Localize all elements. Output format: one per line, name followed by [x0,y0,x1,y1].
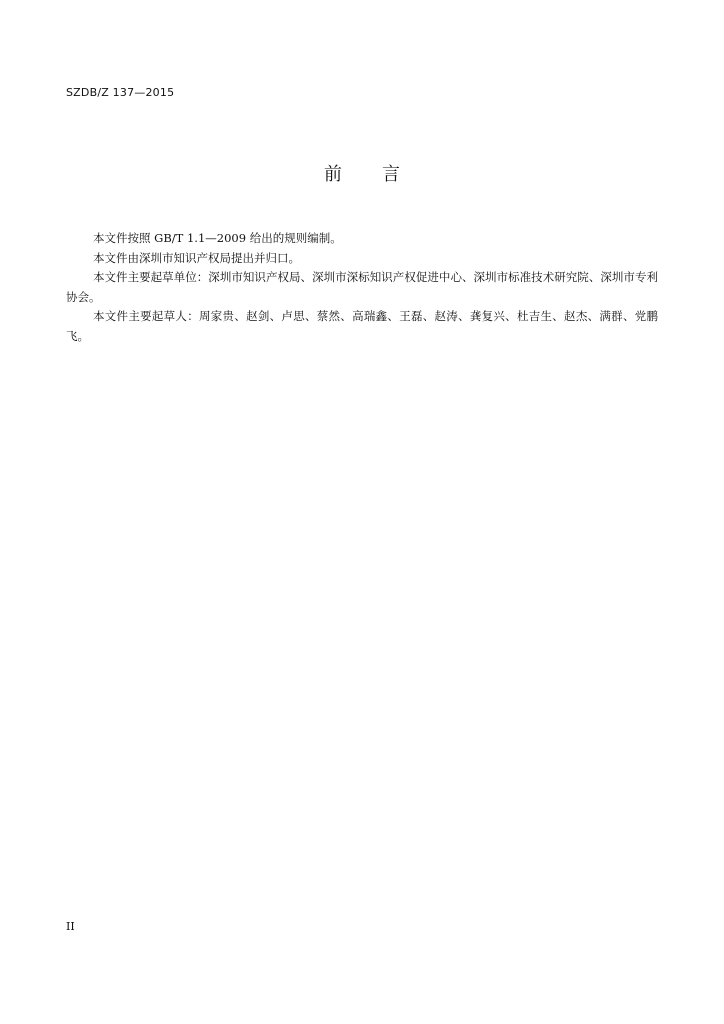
paragraph-2: 本文件由深圳市知识产权局提出并归口。 [93,250,300,265]
page-title [0,163,724,187]
paragraph-4: 本文件主要起草人：周家贵、赵剑、卢思、蔡然、高瑞鑫、王磊、赵涛、龚复兴、杜吉生、赵杰、满群、党鹏飞。 [66,309,658,343]
page-number: II [66,920,75,933]
title-char-1: 前 [324,164,342,185]
document-code: SZDB/Z 137—2015 [66,86,175,99]
paragraph-3: 本文件主要起草单位：深圳市知识产权局、深圳市深标知识产权促进中心、深圳市标准技术研究院、深圳市专利协会。 [66,270,658,304]
title-char-2: 言 [382,164,400,185]
paragraph-1: 本文件按照 GB/T 1.1—2009 给出的规则编制。 [93,231,342,245]
preface-body [66,229,658,346]
